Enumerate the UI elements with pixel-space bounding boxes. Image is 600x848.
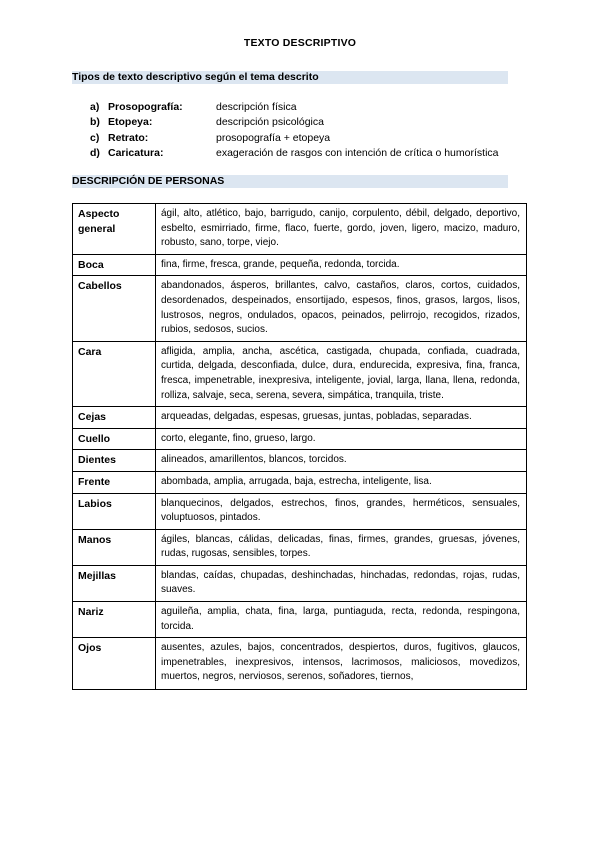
- types-list: [90, 100, 499, 162]
- type-name: Etopeya:: [108, 116, 153, 129]
- table-row: [73, 428, 527, 450]
- table-row: [73, 529, 527, 565]
- type-name: Caricatura:: [108, 147, 164, 160]
- type-name: Prosopografía:: [108, 101, 183, 113]
- feature-cell: Mejillas: [73, 565, 156, 601]
- values-cell: ágiles, blancas, cálidas, delicadas, finas, firmes, grandes, gruesas, jóvenes, rudas, rugosas, sensibles, torpes.: [156, 529, 527, 565]
- type-letter: a): [90, 101, 100, 113]
- values-cell: ausentes, azules, bajos, concentrados, despiertos, duros, fugitivos, glaucos, impenetrables, inexpresivos, intensos, lacrimosos, maliciosos, movedizos, muertos, negros, nerviosos, serenos, soñadores, tiernos,: [156, 638, 527, 690]
- type-item: [90, 115, 499, 130]
- feature-cell: Cabellos: [73, 276, 156, 341]
- table-row: [73, 602, 527, 638]
- values-cell: alineados, amarillentos, blancos, torcidos.: [156, 450, 527, 472]
- values-cell: abombada, amplia, arrugada, baja, estrecha, inteligente, lisa.: [156, 471, 527, 493]
- type-item: [90, 131, 499, 146]
- values-cell: afligida, amplia, ancha, ascética, castigada, chupada, confiada, cuadrada, curtida, delgada, desconfiada, dulce, dura, endurecida, expresiva, fina, franca, fresca, impenetrable, inexpresiva, inteligente, jovial, larga, llana, llena, redonda, rolliza, salvaje, seca, serena, severa, simpática, tranquila, triste.: [156, 341, 527, 406]
- feature-cell: Nariz: [73, 602, 156, 638]
- values-cell: ágil, alto, atlético, bajo, barrigudo, canijo, corpulento, débil, delgado, deportivo, esbelto, esmirriado, firme, flaco, fuerte, gordo, joven, ligero, macizo, maduro, robusto, sano, torpe, viejo.: [156, 204, 527, 255]
- page-title: TEXTO DESCRIPTIVO: [243, 37, 357, 49]
- type-letter: d): [90, 147, 100, 160]
- values-cell: arqueadas, delgadas, espesas, gruesas, juntas, pobladas, separadas.: [156, 407, 527, 429]
- type-item: [90, 100, 499, 115]
- type-desc: descripción psicológica: [216, 116, 324, 129]
- table-row: [73, 471, 527, 493]
- table-row: [73, 204, 527, 255]
- persons-table: [72, 203, 527, 690]
- table-row: [73, 276, 527, 341]
- table-row: [73, 450, 527, 472]
- feature-cell: Aspecto general: [73, 204, 156, 255]
- type-desc: exageración de rasgos con intención de crítica o humorística: [216, 147, 499, 160]
- table-row: [73, 254, 527, 276]
- type-desc: descripción física: [216, 101, 297, 113]
- feature-cell: Labios: [73, 493, 156, 529]
- section-heading-persons: DESCRIPCIÓN DE PERSONAS: [72, 175, 508, 188]
- values-cell: aguileña, amplia, chata, fina, larga, puntiaguda, recta, redonda, respingona, torcida.: [156, 602, 527, 638]
- type-desc: prosopografía + etopeya: [216, 131, 331, 144]
- section-heading-types: Tipos de texto descriptivo según el tema descrito: [72, 71, 508, 84]
- values-cell: abandonados, ásperos, brillantes, calvo, castaños, claros, cortos, cuidados, desordenados, despeinados, ensortijado, espesos, finos, grasos, largos, lisos, lustrosos, negros, ondulados, opacos, peinados, pelirrojo, recogidos, rizados, rubios, sedosos, sucios.: [156, 276, 527, 341]
- values-cell: blanquecinos, delgados, estrechos, finos, grandes, herméticos, sensuales, voluptuosos, pintados.: [156, 493, 527, 529]
- table-row: [73, 565, 527, 601]
- values-cell: fina, firme, fresca, grande, pequeña, redonda, torcida.: [156, 254, 527, 276]
- values-cell: blandas, caídas, chupadas, deshinchadas, hinchadas, redondas, rojas, rudas, suaves.: [156, 565, 527, 601]
- feature-cell: Cejas: [73, 407, 156, 429]
- type-name: Retrato:: [108, 131, 149, 144]
- type-letter: b): [90, 116, 100, 129]
- table-row: [73, 341, 527, 406]
- feature-cell: Manos: [73, 529, 156, 565]
- type-item: [90, 146, 499, 161]
- feature-cell: Boca: [73, 254, 156, 276]
- table-row: [73, 493, 527, 529]
- table-row: [73, 638, 527, 690]
- feature-cell: Cara: [73, 341, 156, 406]
- feature-cell: Ojos: [73, 638, 156, 690]
- table-row: [73, 407, 527, 429]
- feature-cell: Dientes: [73, 450, 156, 472]
- feature-cell: Frente: [73, 471, 156, 493]
- feature-cell: Cuello: [73, 428, 156, 450]
- type-letter: c): [90, 131, 100, 144]
- values-cell: corto, elegante, fino, grueso, largo.: [156, 428, 527, 450]
